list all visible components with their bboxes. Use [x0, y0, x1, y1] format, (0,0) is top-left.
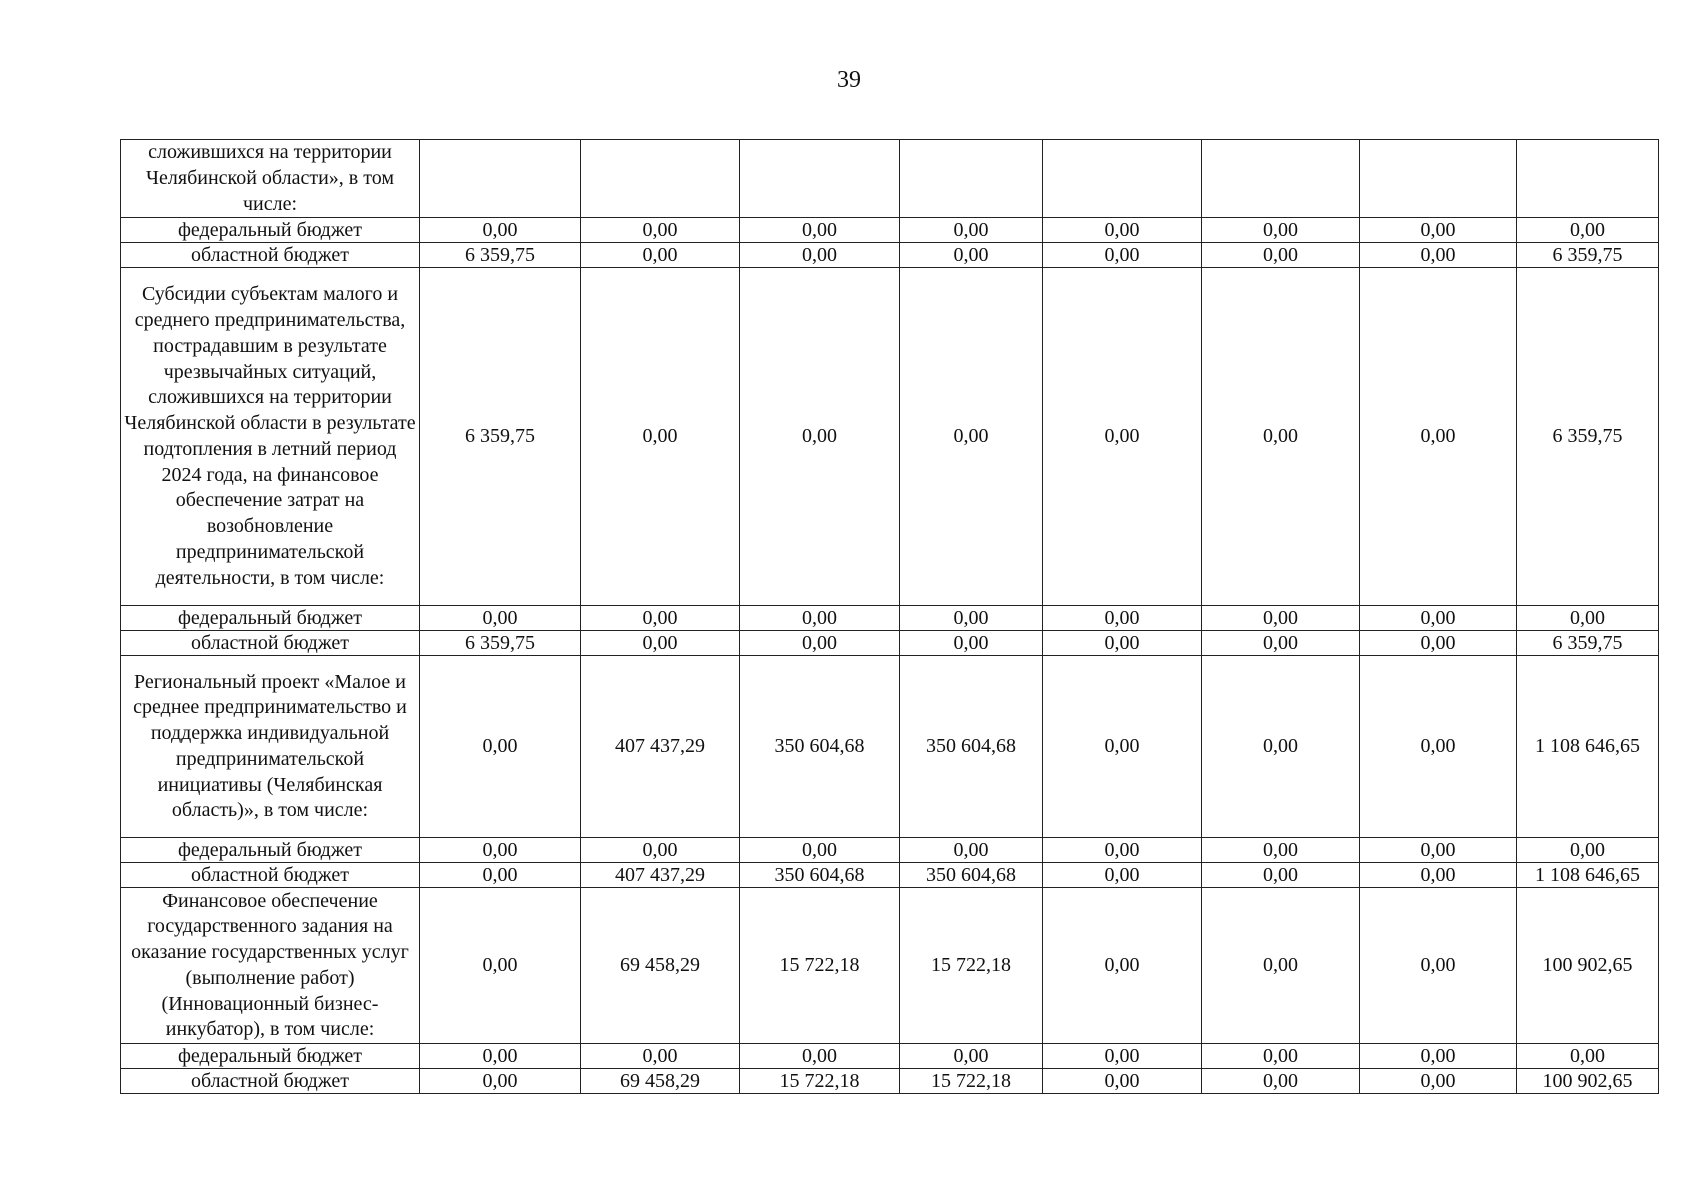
value-cell: 0,00: [420, 888, 581, 1044]
value-cell: 0,00: [420, 218, 581, 243]
table-row: [121, 218, 1659, 243]
value-cell: 15 722,18: [740, 1069, 900, 1094]
row-label: федеральный бюджет: [121, 1044, 420, 1069]
value-cell: 1 108 646,65: [1517, 863, 1659, 888]
value-cell: 69 458,29: [581, 888, 740, 1044]
value-cell: 0,00: [1043, 888, 1202, 1044]
row-label: федеральный бюджет: [121, 838, 420, 863]
value-cell: [1043, 140, 1202, 218]
value-cell: 407 437,29: [581, 863, 740, 888]
value-cell: 0,00: [581, 218, 740, 243]
table-row: [121, 863, 1659, 888]
value-cell: 100 902,65: [1517, 1069, 1659, 1094]
page-number: 39: [837, 67, 861, 93]
value-cell: 69 458,29: [581, 1069, 740, 1094]
value-cell: 0,00: [581, 631, 740, 656]
value-cell: 0,00: [900, 838, 1043, 863]
value-cell: 6 359,75: [1517, 243, 1659, 268]
row-label: федеральный бюджет: [121, 606, 420, 631]
value-cell: 0,00: [1043, 218, 1202, 243]
value-cell: 0,00: [420, 606, 581, 631]
value-cell: 0,00: [1517, 606, 1659, 631]
value-cell: 0,00: [900, 606, 1043, 631]
value-cell: 1 108 646,65: [1517, 656, 1659, 838]
value-cell: 0,00: [740, 268, 900, 606]
value-cell: 0,00: [1043, 268, 1202, 606]
value-cell: 0,00: [1202, 863, 1360, 888]
row-label: областной бюджет: [121, 631, 420, 656]
value-cell: 0,00: [1202, 243, 1360, 268]
table-row: [121, 140, 1659, 218]
value-cell: 0,00: [1202, 218, 1360, 243]
row-label: Региональный проект «Малое и среднее предпринимательство и поддержка индивидуальной предпринимательской инициативы (Челябинская область)», в том числе:: [121, 656, 420, 838]
value-cell: 0,00: [740, 631, 900, 656]
value-cell: [1360, 140, 1517, 218]
value-cell: 6 359,75: [420, 243, 581, 268]
value-cell: 100 902,65: [1517, 888, 1659, 1044]
value-cell: 0,00: [1360, 218, 1517, 243]
value-cell: 0,00: [1202, 888, 1360, 1044]
value-cell: [581, 140, 740, 218]
table-row: [121, 888, 1659, 1044]
value-cell: 6 359,75: [1517, 268, 1659, 606]
value-cell: 0,00: [900, 1044, 1043, 1069]
value-cell: 0,00: [1360, 606, 1517, 631]
value-cell: 0,00: [740, 606, 900, 631]
table-row: [121, 606, 1659, 631]
value-cell: 0,00: [581, 1044, 740, 1069]
table-row: [121, 631, 1659, 656]
value-cell: 0,00: [581, 606, 740, 631]
value-cell: 0,00: [1043, 656, 1202, 838]
value-cell: 15 722,18: [740, 888, 900, 1044]
row-label: областной бюджет: [121, 243, 420, 268]
value-cell: 0,00: [1360, 656, 1517, 838]
value-cell: 0,00: [1043, 1069, 1202, 1094]
value-cell: 0,00: [740, 218, 900, 243]
value-cell: 6 359,75: [420, 268, 581, 606]
value-cell: 407 437,29: [581, 656, 740, 838]
value-cell: [740, 140, 900, 218]
value-cell: 6 359,75: [1517, 631, 1659, 656]
value-cell: 0,00: [420, 1069, 581, 1094]
value-cell: 0,00: [900, 218, 1043, 243]
budget-table: [120, 139, 1659, 1094]
value-cell: 0,00: [581, 243, 740, 268]
value-cell: 0,00: [581, 838, 740, 863]
value-cell: 0,00: [900, 268, 1043, 606]
value-cell: 0,00: [1360, 1044, 1517, 1069]
table-row: [121, 838, 1659, 863]
row-label: федеральный бюджет: [121, 218, 420, 243]
value-cell: 0,00: [1360, 838, 1517, 863]
value-cell: 0,00: [581, 268, 740, 606]
value-cell: 0,00: [420, 838, 581, 863]
value-cell: 0,00: [740, 1044, 900, 1069]
value-cell: 0,00: [1202, 1069, 1360, 1094]
table-row: [121, 268, 1659, 606]
value-cell: 0,00: [1202, 268, 1360, 606]
value-cell: 0,00: [740, 243, 900, 268]
value-cell: 0,00: [1202, 656, 1360, 838]
value-cell: 0,00: [900, 243, 1043, 268]
table-row: [121, 1044, 1659, 1069]
value-cell: 0,00: [1517, 218, 1659, 243]
value-cell: 0,00: [1043, 243, 1202, 268]
value-cell: 0,00: [1360, 1069, 1517, 1094]
table-row: [121, 1069, 1659, 1094]
value-cell: 0,00: [900, 631, 1043, 656]
value-cell: 0,00: [420, 1044, 581, 1069]
value-cell: 0,00: [1043, 631, 1202, 656]
row-label: Субсидии субъектам малого и среднего предпринимательства, пострадавшим в результате чрезвычайных ситуаций, сложившихся на территории Челябинской области в результате подтопления в летний период 2024 года, на финансовое обеспечение затрат на возобновление предпринимательской деятельности, в том числе:: [121, 268, 420, 606]
value-cell: 0,00: [1360, 243, 1517, 268]
value-cell: [1517, 140, 1659, 218]
value-cell: 0,00: [1043, 863, 1202, 888]
row-label: сложившихся на территории Челябинской области», в том числе:: [121, 140, 420, 218]
value-cell: 6 359,75: [420, 631, 581, 656]
row-label: областной бюджет: [121, 1069, 420, 1094]
table-row: [121, 243, 1659, 268]
value-cell: [1202, 140, 1360, 218]
value-cell: [900, 140, 1043, 218]
value-cell: 0,00: [1360, 888, 1517, 1044]
value-cell: 0,00: [1043, 1044, 1202, 1069]
value-cell: 0,00: [1360, 863, 1517, 888]
value-cell: 0,00: [1360, 631, 1517, 656]
value-cell: 0,00: [1202, 631, 1360, 656]
value-cell: 350 604,68: [740, 863, 900, 888]
value-cell: 0,00: [1202, 838, 1360, 863]
value-cell: 350 604,68: [740, 656, 900, 838]
value-cell: 0,00: [1517, 838, 1659, 863]
row-label: областной бюджет: [121, 863, 420, 888]
value-cell: 0,00: [420, 863, 581, 888]
value-cell: 0,00: [1043, 606, 1202, 631]
row-label: Финансовое обеспечение государственного задания на оказание государственных услуг (выполнение работ) (Инновационный бизнес-инкубатор), в том числе:: [121, 888, 420, 1044]
value-cell: 0,00: [420, 656, 581, 838]
table-row: [121, 656, 1659, 838]
value-cell: 0,00: [1360, 268, 1517, 606]
value-cell: 0,00: [1202, 606, 1360, 631]
value-cell: [420, 140, 581, 218]
value-cell: 0,00: [740, 838, 900, 863]
value-cell: 15 722,18: [900, 888, 1043, 1044]
value-cell: 0,00: [1043, 838, 1202, 863]
value-cell: 0,00: [1202, 1044, 1360, 1069]
value-cell: 15 722,18: [900, 1069, 1043, 1094]
value-cell: 0,00: [1517, 1044, 1659, 1069]
value-cell: 350 604,68: [900, 863, 1043, 888]
value-cell: 350 604,68: [900, 656, 1043, 838]
